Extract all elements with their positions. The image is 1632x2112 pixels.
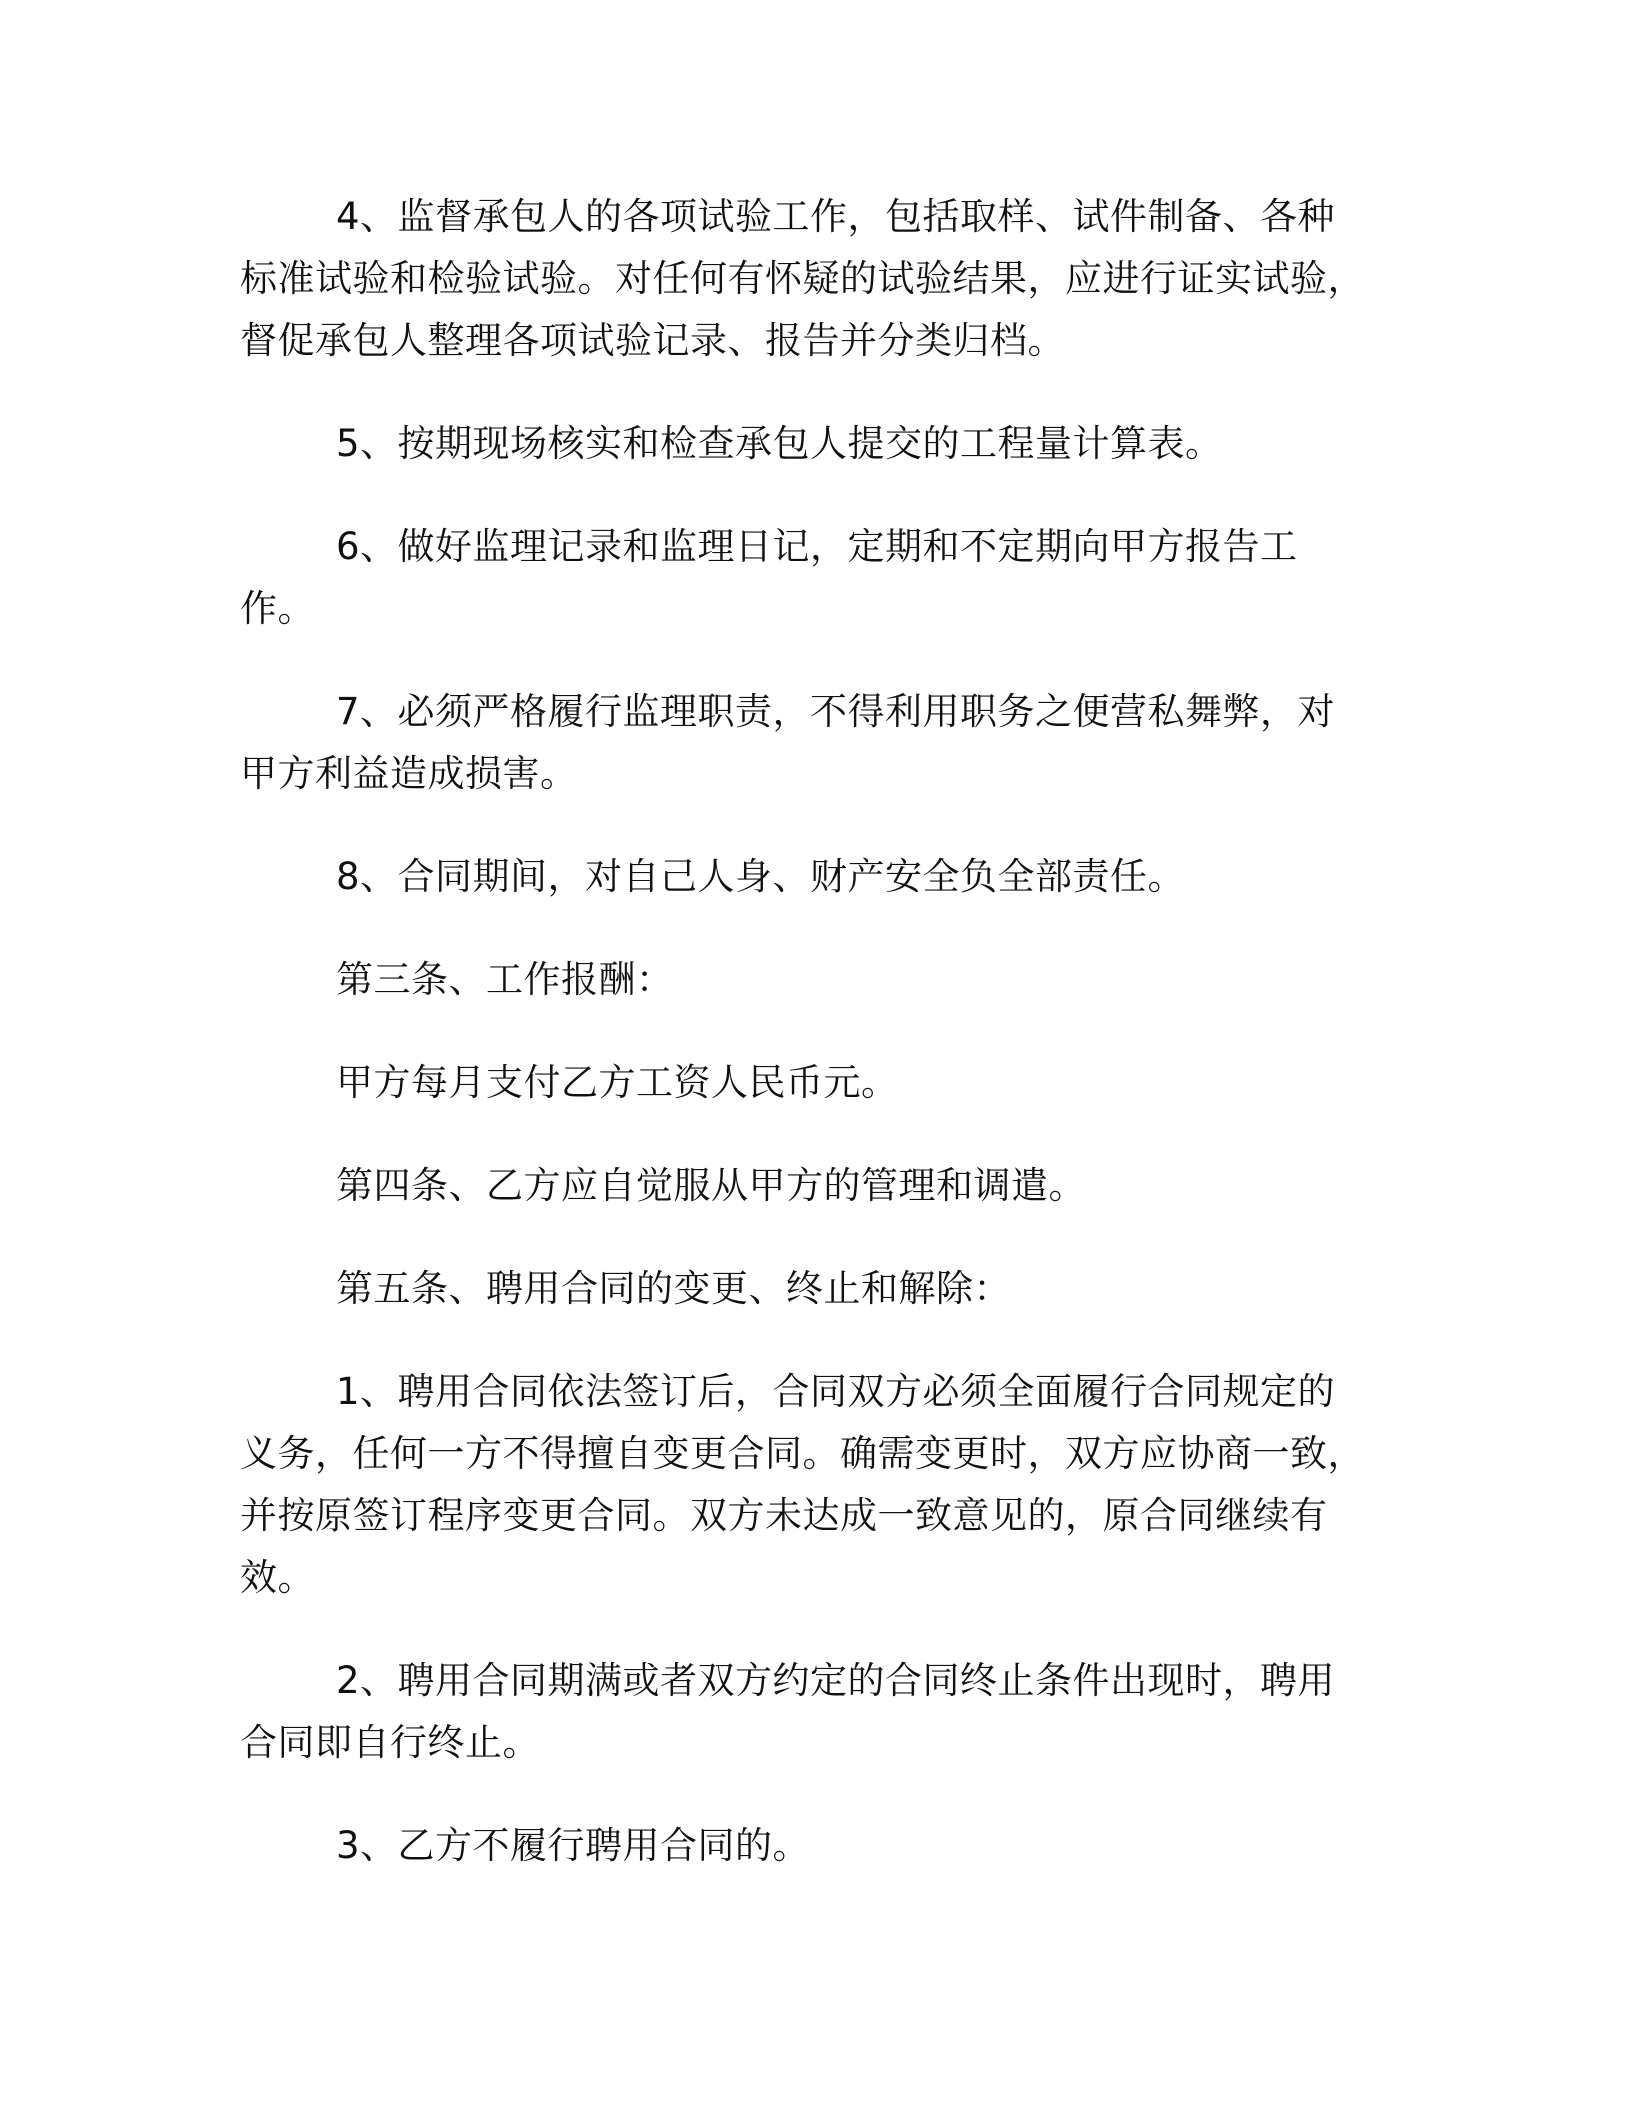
paragraph-item-1: 1、聘用合同依法签订后，合同双方必须全面履行合同规定的义务，任何一方不得擅自变更合同。确需变更时，双方应协商一致，并按原签订程序变更合同。双方未达成一致意见的，原合同继续有效。 (240, 1370, 1365, 1599)
article-5-heading: 第五条、聘用合同的变更、终止和解除： (336, 1267, 1011, 1310)
paragraph-item-4: 4、监督承包人的各项试验工作，包括取样、试件制备、各种标准试验和检验试验。对任何有怀疑的试验结果，应进行证实试验，督促承包人整理各项试验记录、报告并分类归档。 (240, 195, 1365, 362)
paragraph-item-5: 5、按期现场核实和检查承包人提交的工程量计算表。 (336, 422, 1223, 465)
paragraph-item-7: 7、必须严格履行监理职责，不得利用职务之便营私舞弊，对甲方利益造成损害。 (240, 690, 1336, 795)
article-3-heading: 第三条、工作报酬： (336, 958, 674, 1001)
paragraph-item-8: 8、合同期间，对自己人身、财产安全负全部责任。 (336, 855, 1186, 898)
article-4-paragraph: 第四条、乙方应自觉服从甲方的管理和调遣。 (336, 1164, 1086, 1207)
paragraph-item-3: 3、乙方不履行聘用合同的。 (336, 1824, 811, 1867)
paragraph-item-6: 6、做好监理记录和监理日记，定期和不定期向甲方报告工作。 (240, 525, 1298, 630)
paragraph-item-2: 2、聘用合同期满或者双方约定的合同终止条件出现时，聘用合同即自行终止。 (240, 1659, 1336, 1764)
document-body (240, 186, 1370, 1918)
salary-paragraph: 甲方每月支付乙方工资人民币元。 (336, 1061, 899, 1104)
